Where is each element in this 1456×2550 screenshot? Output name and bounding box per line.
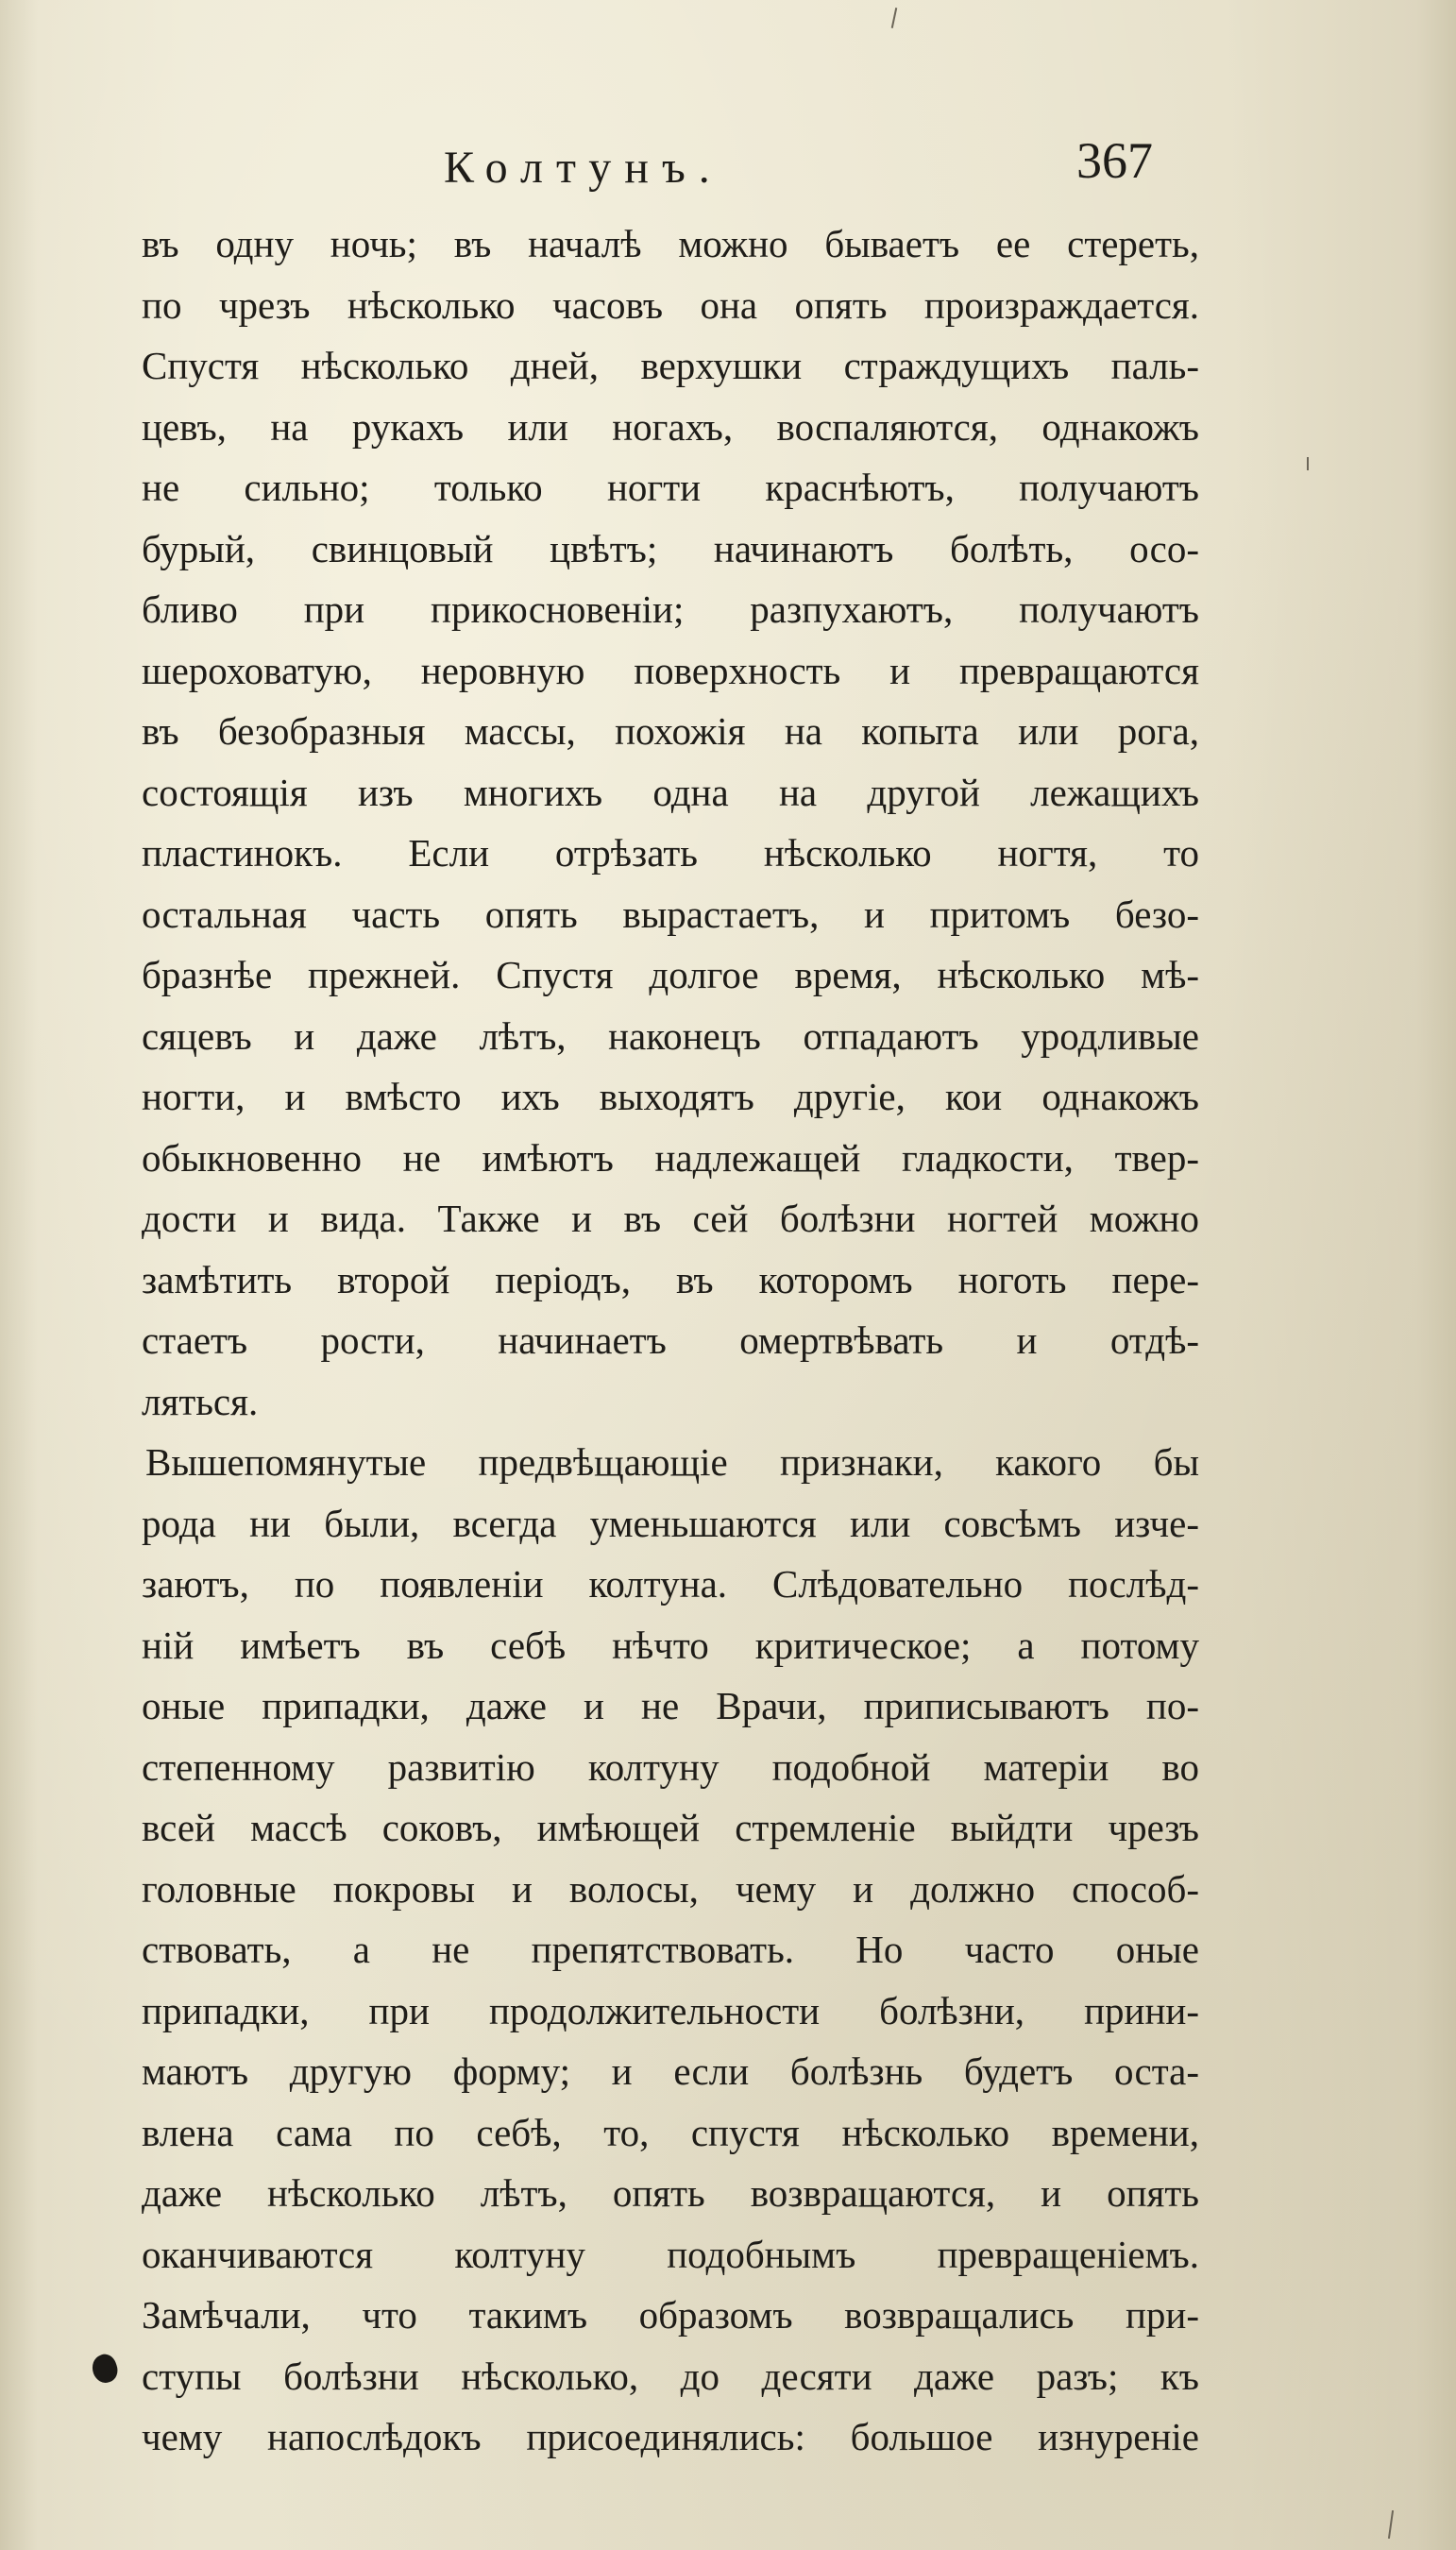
pencil-mark <box>1307 457 1309 470</box>
text-line: сяцевъ и даже лѣтъ, наконецъ отпадаютъ уродливые <box>142 1013 1199 1058</box>
pencil-mark <box>1388 2510 1394 2539</box>
text-line: Вышепомянутые предвѣщающіе признаки, какого бы <box>145 1440 1199 1484</box>
text-line: въ безобразныя массы, похожія на копыта или рога, <box>142 709 1199 753</box>
text-line: пластинокъ. Если отрѣзать нѣсколько ногтя, то <box>142 831 1199 875</box>
text-line: влена сама по себѣ, то, спустя нѣсколько времени, <box>142 2110 1199 2154</box>
text-line: маютъ другую форму; и если болѣзнь будетъ оста- <box>142 2049 1199 2093</box>
page-header <box>0 130 1456 206</box>
text-line: цевъ, на рукахъ или ногахъ, воспаляются, однакожъ <box>142 404 1199 449</box>
page-number: 367 <box>1076 132 1153 189</box>
text-line: состоящія изъ многихъ одна на другой лежащихъ <box>142 770 1199 814</box>
running-title: Колтунъ. <box>444 143 723 193</box>
text-line: рода ни были, всегда уменьшаются или совсѣмъ изче- <box>142 1501 1199 1545</box>
body-text <box>142 213 1199 2468</box>
text-line: бразнѣе прежней. Спустя долгое время, нѣсколько мѣ- <box>142 953 1199 996</box>
text-line: въ одну ночь; въ началѣ можно бываетъ ее стереть, <box>142 222 1199 265</box>
text-line: дости и вида. Также и въ сей болѣзни ногтей можно <box>142 1197 1199 1240</box>
text-line: остальная часть опять выраcтаетъ, и притомъ безо- <box>142 892 1199 936</box>
text-line: Замѣчали, что такимъ образомъ возвращались при- <box>142 2293 1199 2337</box>
ink-blot <box>89 2351 122 2386</box>
text-line: стаетъ рости, начинаетъ омертвѣвать и отдѣ- <box>142 1318 1199 1362</box>
text-line: ляться. <box>142 1379 259 1423</box>
text-line: оные припадки, даже и не Врачи, приписываютъ по- <box>142 1684 1199 1727</box>
text-line: бливо при прикосновеніи; разпухаютъ, получаютъ <box>142 587 1199 631</box>
text-line: даже нѣсколько лѣтъ, опять возвращаются, и опять <box>142 2171 1199 2215</box>
text-line: ногти, и вмѣсто ихъ выходятъ другіе, кои однакожъ <box>142 1075 1199 1118</box>
text-line: чему напослѣдокъ присоединялись: большое изнуреніе <box>142 2415 1199 2458</box>
text-line: головные покровы и волосы, чему и должно способ- <box>142 1866 1199 1911</box>
text-line: по чрезъ нѣсколько часовъ она опять произраждается. <box>142 282 1199 327</box>
pencil-mark <box>891 8 898 28</box>
text-line: ствовать, а не препятствовать. Но часто оные <box>142 1928 1199 1971</box>
text-line: ній имѣетъ въ себѣ нѣчто критическое; а потому <box>142 1623 1199 1667</box>
text-line: заютъ, по появленіи колтуна. Слѣдовательно послѣд- <box>142 1562 1199 1606</box>
text-line: не сильно; только ногти краснѣютъ, получаютъ <box>142 466 1199 509</box>
text-line: оканчиваются колтуну подобнымъ превращеніемъ. <box>142 2232 1199 2276</box>
text-line: степенному развитію колтуну подобной матеріи во <box>142 1744 1199 1789</box>
text-line: обыкновенно не имѣютъ надлежащей гладкости, твер- <box>142 1135 1199 1180</box>
text-line: замѣтить второй періодъ, въ которомъ ноготь пере- <box>142 1257 1199 1301</box>
text-line: всей массѣ соковъ, имѣющей стремленіе выйдти чрезъ <box>142 1806 1199 1849</box>
text-line: Спустя нѣсколько дней, верхушки страждущихъ паль- <box>142 344 1199 387</box>
text-line: ступы болѣзни нѣсколько, до десяти даже разъ; къ <box>142 2354 1199 2398</box>
text-line: шероховатую, неровную поверхность и превращаются <box>142 648 1199 692</box>
text-line: бурый, свинцовый цвѣтъ; начинаютъ болѣть, осо- <box>142 526 1199 570</box>
text-line: припадки, при продолжительности болѣзни, прини- <box>142 1988 1199 2032</box>
